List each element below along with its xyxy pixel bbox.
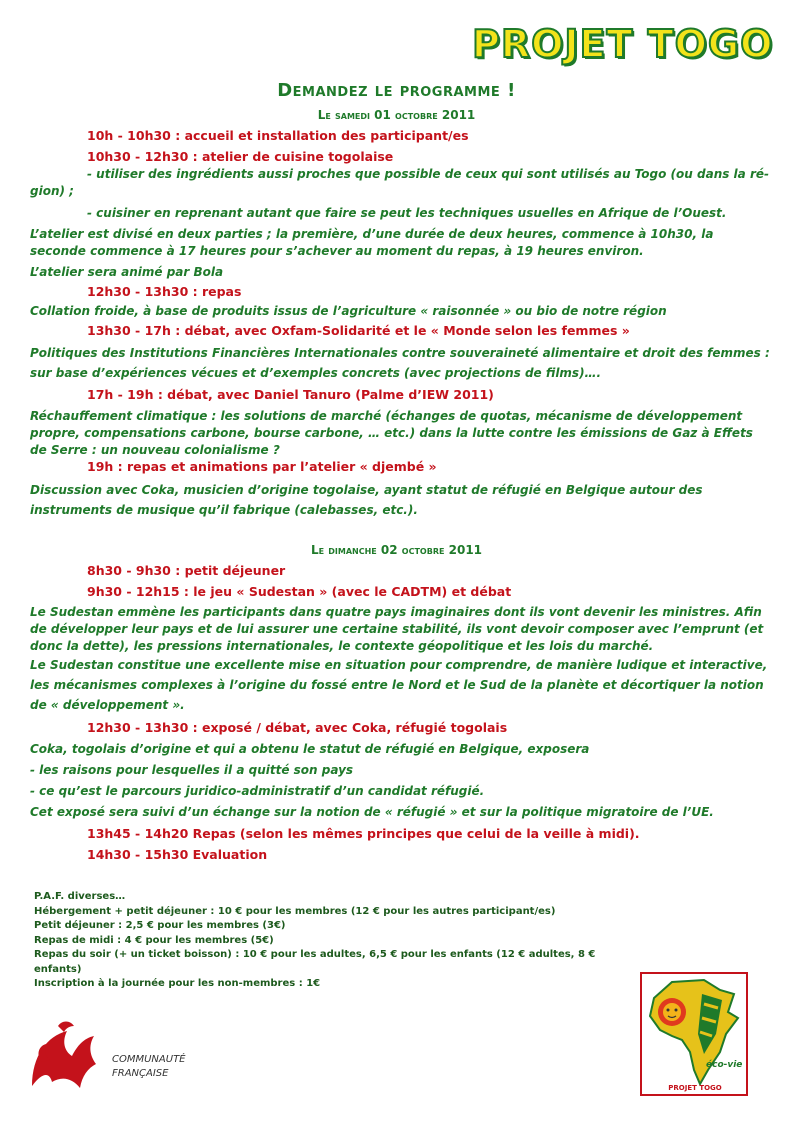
schedule-item: 10h - 10h30 : accueil et installation des participant/es (87, 128, 469, 143)
paf-line: Inscription à la journée pour les non-membres : 1€ (34, 978, 321, 989)
schedule-item: 12h30 - 13h30 : exposé / débat, avec Coka, réfugié togolais (87, 720, 508, 735)
schedule-item: 9h30 - 12h15 : le jeu « Sudestan » (avec le CADTM) et débat (87, 584, 512, 599)
paf-line: Petit déjeuner : 2,5 € pour les membres (3€) (34, 920, 286, 931)
eco-vie-africa-logo (640, 972, 748, 1096)
description-text: Coka, togolais d’origine et qui a obtenu le statut de réfugié en Belgique, exposera (30, 742, 590, 756)
page-title: Demandez le programme ! (277, 80, 516, 101)
description-text: Réchauffement climatique : les solutions de marché (échanges de quotas, mécanisme de développement propre, compensations carbone, bourse carbone, … etc.) dans la lutte contre les émissions de Gaz à Effets de Serre : un nouveau colonialisme ? (30, 409, 753, 457)
description-text: Cet exposé sera suivi d’un échange sur la notion de « réfugié » et sur la politique migratoire de l’UE. (30, 805, 714, 819)
schedule-item: 8h30 - 9h30 : petit déjeuner (87, 563, 286, 578)
description-text: Discussion avec Coka, musicien d’origine togolaise, ayant statut de réfugié en Belgique autour des instruments de musique qu’il fabrique (calebasses, etc.). (30, 483, 703, 517)
saturday-heading: Le samedi 01 octobre 2011 (317, 108, 476, 122)
description-text: L’atelier sera animé par Bola (30, 265, 224, 279)
schedule-item: 19h : repas et animations par l’atelier « djembé » (87, 459, 437, 474)
description-text: Le Sudestan emmène les participants dans quatre pays imaginaires dont ils vont devenir les ministres. Afin de développer leur pays et de lui assurer une certaine stabilité, ils vont devoir composer avec l’emprunt (et donc la dette), les pressions internationales, le contexte géopolitique et les lois du marché. (30, 605, 764, 653)
schedule-item: 10h30 - 12h30 : atelier de cuisine togolaise (87, 149, 394, 164)
schedule-item: 13h45 - 14h20 Repas (selon les mêmes principes que celui de la veille à midi). (87, 826, 640, 841)
eco-vie-mark: éco-vie (706, 1060, 743, 1070)
description-text: Politiques des Institutions Financières Internationales contre souveraineté alimentaire et droit des femmes : (30, 346, 770, 360)
schedule-item: 14h30 - 15h30 Evaluation (87, 847, 268, 862)
sunday-heading: Le dimanche 02 octobre 2011 (310, 543, 483, 557)
description-text: - cuisiner en reprenant autant que faire se peut les techniques usuelles en Afrique de l’Ouest. (87, 206, 727, 220)
paf-title: P.A.F. diverses… (34, 891, 126, 902)
paf-line: Repas de midi : 4 € pour les membres (5€) (34, 934, 274, 946)
description-text: - les raisons pour lesquelles il a quitté son pays (30, 763, 354, 777)
projet-togo-logo: PROJET TOGO (472, 22, 774, 66)
paf-line: Repas du soir (+ un ticket boisson) : 10 € pour les adultes, 6,5 € pour les enfants (12 € adultes, 8 € enfants) (34, 949, 596, 975)
description-text: L’atelier est divisé en deux parties ; la première, d’une durée de deux heures, commence à 10h30, la seconde commence à 17 heures pour s’achever au moment du repas, à 19 heures environ. (30, 227, 714, 258)
eco-logo-caption: PROJET TOGO (668, 1084, 722, 1092)
africa-map-icon (642, 974, 746, 1094)
description-text: - ce qu’est le parcours juridico-administratif d’un candidat réfugié. (30, 784, 485, 798)
description-text: - utiliser des ingrédients aussi proches que possible de ceux qui sont utilisés au Togo (ou dans la ré-gion) ; (30, 167, 769, 198)
description-text: sur base d’expériences vécues et d’exemples concrets (avec projections de films)…. (30, 366, 602, 380)
paf-line: Hébergement + petit déjeuner : 10 € pour les membres (12 € pour les autres participant/es) (34, 905, 556, 917)
paf-price-list (34, 890, 604, 992)
communaute-francaise-text: COMMUNAUTÉ FRANÇAISE (112, 1054, 186, 1079)
schedule-item: 12h30 - 13h30 : repas (87, 284, 242, 299)
schedule-item: 13h30 - 17h : débat, avec Oxfam-Solidarité et le « Monde selon les femmes » (87, 323, 630, 338)
schedule-item: 17h - 19h : débat, avec Daniel Tanuro (Palme d’IEW 2011) (87, 387, 494, 402)
description-text: Collation froide, à base de produits issus de l’agriculture « raisonnée » ou bio de notre région (30, 304, 667, 318)
description-text: Le Sudestan constitue une excellente mise en situation pour comprendre, de manière ludique et interactive, les mécanismes complexes à l’origine du fossé entre le Nord et le Sud de la planète et décortiquer la notion de « développement ». (30, 658, 768, 712)
